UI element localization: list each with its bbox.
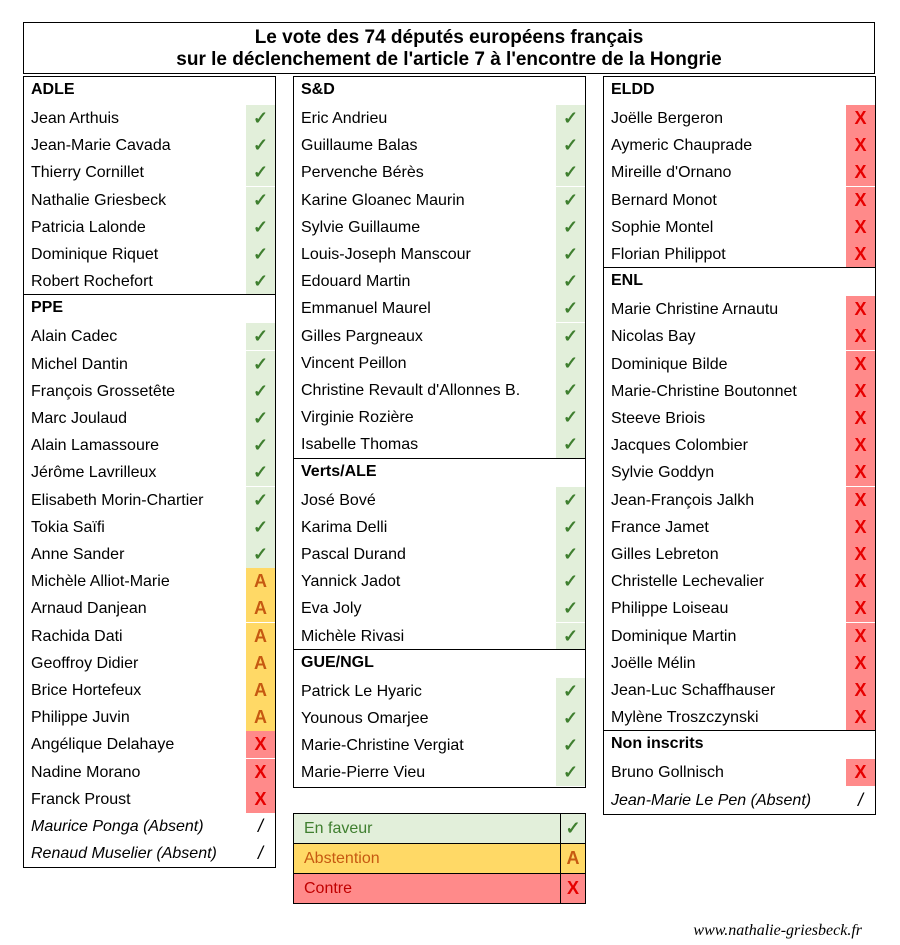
member-row — [604, 677, 875, 704]
column-left — [23, 76, 276, 868]
group-heading: GUE/NGL — [301, 653, 374, 671]
member-row — [24, 786, 275, 813]
member-row — [604, 487, 875, 514]
member-row — [294, 350, 585, 377]
member-row — [294, 295, 585, 322]
member-row — [604, 105, 875, 132]
cross-icon: X — [846, 187, 875, 214]
legend-label-abstention: Abstention — [304, 850, 380, 867]
member-name: Michèle Rivasi — [301, 627, 405, 645]
member-name: Jean-Luc Schaffhauser — [611, 682, 776, 699]
member-name: Alain Cadec — [31, 328, 118, 346]
member-name: France Jamet — [611, 518, 709, 536]
member-row — [294, 514, 585, 541]
checkmark-icon: ✓ — [246, 459, 275, 486]
member-name: Jérôme Lavrilleux — [31, 464, 157, 482]
member-name: Marc Joulaud — [31, 410, 128, 427]
checkmark-icon: ✓ — [560, 814, 585, 843]
checkmark-icon: ✓ — [556, 595, 585, 622]
member-name: Michèle Alliot-Marie — [31, 573, 170, 591]
member-name: Rachida Dati — [31, 627, 123, 645]
group-heading: ELDD — [611, 81, 655, 98]
member-name: Marie Christine Arnautu — [611, 301, 779, 319]
absent-icon: / — [257, 843, 263, 864]
member-name: Florian Philippot — [611, 246, 726, 263]
checkmark-icon: ✓ — [246, 351, 275, 378]
member-row — [24, 731, 275, 758]
member-row — [24, 351, 275, 378]
member-name: Franck Proust — [31, 790, 131, 808]
member-name: Emmanuel Maurel — [301, 300, 431, 318]
member-row — [24, 677, 275, 704]
member-name: Patricia Lalonde — [31, 218, 146, 236]
member-row — [294, 595, 585, 622]
cross-icon: X — [846, 378, 875, 405]
member-name: Mireille d'Ornano — [611, 164, 732, 182]
member-row — [24, 595, 275, 622]
member-name: Anne Sander — [31, 546, 125, 563]
checkmark-icon: ✓ — [556, 541, 585, 568]
cross-icon: X — [846, 241, 875, 268]
checkmark-icon: ✓ — [556, 350, 585, 377]
member-row — [604, 568, 875, 595]
member-row — [24, 105, 275, 132]
member-name: Yannick Jadot — [301, 573, 401, 591]
member-name: Pascal Durand — [301, 546, 406, 563]
member-name: Steeve Briois — [611, 410, 706, 427]
legend-label-no: Contre — [304, 880, 353, 897]
checkmark-icon: ✓ — [556, 241, 585, 268]
member-name: Marie-Pierre Vieu — [301, 764, 426, 782]
member-row — [294, 678, 585, 705]
member-row — [294, 623, 585, 650]
member-name: Renaud Muselier (Absent) — [31, 845, 217, 863]
legend-row-abstention — [294, 843, 585, 873]
checkmark-icon: ✓ — [556, 132, 585, 159]
member-row — [604, 704, 875, 731]
member-row — [604, 187, 875, 214]
member-row — [604, 296, 875, 323]
checkmark-icon: ✓ — [556, 159, 585, 186]
cross-icon: X — [846, 214, 875, 241]
checkmark-icon: ✓ — [556, 514, 585, 541]
member-name: Tokia Saïfi — [31, 518, 105, 536]
checkmark-icon: ✓ — [556, 323, 585, 350]
cross-icon: X — [846, 704, 875, 731]
cross-icon: X — [846, 105, 875, 132]
checkmark-icon: ✓ — [246, 487, 275, 514]
checkmark-icon: ✓ — [556, 105, 585, 132]
cross-icon: X — [846, 514, 875, 541]
member-row — [24, 568, 275, 595]
cross-icon: X — [846, 459, 875, 486]
legend-row-no — [294, 873, 585, 903]
member-row — [294, 214, 585, 241]
checkmark-icon: ✓ — [556, 404, 585, 431]
member-row — [294, 268, 585, 295]
member-name: Patrick Le Hyaric — [301, 682, 422, 700]
member-row — [604, 650, 875, 677]
group-heading: Verts/ALE — [301, 462, 377, 480]
member-name: Robert Rochefort — [31, 273, 153, 291]
checkmark-icon: ✓ — [246, 159, 275, 186]
group-heading: Non inscrits — [611, 735, 704, 753]
checkmark-icon: ✓ — [556, 623, 585, 650]
member-row — [604, 323, 875, 350]
member-name: Michel Dantin — [31, 355, 128, 373]
checkmark-icon: ✓ — [556, 487, 585, 514]
member-name: Virginie Rozière — [301, 409, 414, 427]
cross-icon: X — [846, 432, 875, 459]
member-row — [294, 732, 585, 759]
checkmark-icon: ✓ — [556, 705, 585, 732]
member-row — [294, 241, 585, 268]
member-row — [604, 759, 875, 786]
member-name: Bruno Gollnisch — [611, 764, 724, 782]
member-name: Vincent Peillon — [301, 354, 407, 372]
member-name: Gilles Pargneaux — [301, 327, 423, 345]
member-row — [24, 459, 275, 486]
member-row — [294, 132, 585, 159]
member-name: Christine Revault d'Allonnes B. — [301, 382, 521, 399]
member-row — [24, 840, 275, 867]
member-name: Jean-François Jalkh — [611, 491, 755, 509]
group-heading: ENL — [611, 272, 643, 290]
checkmark-icon: ✓ — [246, 241, 275, 268]
member-name: Karine Gloanec Maurin — [301, 191, 465, 209]
member-name: Philippe Juvin — [31, 709, 130, 727]
member-name: Karima Delli — [301, 518, 388, 536]
cross-icon: X — [846, 595, 875, 622]
member-name: Joëlle Mélin — [611, 654, 696, 672]
member-name: Dominique Martin — [611, 627, 737, 645]
member-row — [604, 459, 875, 486]
group-heading: PPE — [31, 299, 64, 317]
checkmark-icon: ✓ — [556, 377, 585, 404]
member-name: Christelle Lechevalier — [611, 573, 764, 591]
member-row — [604, 378, 875, 405]
cross-icon: X — [846, 323, 875, 350]
checkmark-icon: ✓ — [246, 378, 275, 405]
table-title — [23, 22, 875, 74]
member-row — [24, 132, 275, 159]
member-row — [604, 405, 875, 432]
member-row — [24, 187, 275, 214]
checkmark-icon: ✓ — [246, 105, 275, 132]
member-name: Younous Omarjee — [301, 710, 429, 727]
member-name: Brice Hortefeux — [31, 682, 142, 699]
member-name: Sylvie Goddyn — [611, 464, 715, 482]
absent-icon: / — [257, 816, 263, 836]
cross-icon: X — [560, 874, 585, 903]
column-middle — [293, 76, 586, 788]
cross-icon: X — [846, 568, 875, 595]
member-row — [24, 623, 275, 650]
member-row — [24, 704, 275, 731]
group-divider — [604, 267, 875, 268]
member-row — [294, 105, 585, 132]
cross-icon: X — [846, 487, 875, 514]
cross-icon: X — [846, 159, 875, 186]
cross-icon: X — [846, 132, 875, 159]
member-name: Nadine Morano — [31, 763, 141, 781]
member-name: Jean Arthuis — [31, 110, 120, 127]
checkmark-icon: ✓ — [246, 132, 275, 159]
checkmark-icon: ✓ — [556, 759, 585, 786]
checkmark-icon: ✓ — [246, 214, 275, 241]
member-name: Eva Joly — [301, 600, 362, 618]
checkmark-icon: ✓ — [246, 405, 275, 432]
member-name: Jean-Marie Cavada — [31, 137, 171, 155]
member-row — [24, 759, 275, 786]
member-row — [604, 351, 875, 378]
member-name: Nicolas Bay — [611, 328, 696, 346]
abstention-icon: A — [246, 623, 275, 650]
member-row — [24, 159, 275, 186]
member-row — [604, 623, 875, 650]
member-row — [604, 214, 875, 241]
member-row — [24, 487, 275, 514]
checkmark-icon: ✓ — [556, 268, 585, 295]
cross-icon: X — [846, 296, 875, 323]
member-name: Alain Lamassoure — [31, 437, 160, 455]
member-name: Bernard Monot — [611, 191, 717, 209]
member-row — [24, 378, 275, 405]
cross-icon: X — [846, 677, 875, 704]
column-right — [603, 76, 876, 815]
member-name: Philippe Loiseau — [611, 600, 729, 618]
member-name: Marie-Christine Boutonnet — [611, 382, 797, 400]
member-name: Marie-Christine Vergiat — [301, 737, 464, 755]
member-row — [294, 759, 585, 786]
checkmark-icon: ✓ — [556, 187, 585, 214]
legend-row-yes — [294, 814, 585, 843]
cross-icon: X — [846, 623, 875, 650]
legend — [293, 813, 586, 904]
member-row — [294, 377, 585, 404]
footer-url: www.nathalie-griesbeck.fr — [693, 922, 862, 939]
member-name: Elisabeth Morin-Chartier — [31, 491, 204, 509]
checkmark-icon: ✓ — [556, 678, 585, 705]
checkmark-icon: ✓ — [246, 187, 275, 214]
checkmark-icon: ✓ — [556, 732, 585, 759]
member-row — [604, 595, 875, 622]
member-row — [24, 432, 275, 459]
member-row — [294, 187, 585, 214]
member-row — [604, 787, 875, 814]
abstention-icon: A — [246, 595, 275, 622]
absent-icon: / — [857, 789, 863, 810]
member-row — [604, 132, 875, 159]
member-row — [294, 541, 585, 568]
member-name: Sophie Montel — [611, 218, 714, 236]
title-line-1: Le vote des 74 députés européens français — [254, 27, 644, 48]
member-row — [24, 405, 275, 432]
member-name: José Bové — [301, 491, 376, 509]
member-name: Joëlle Bergeron — [611, 110, 724, 127]
member-name: Maurice Ponga (Absent) — [31, 818, 204, 835]
checkmark-icon: ✓ — [556, 431, 585, 458]
member-name: Nathalie Griesbeck — [31, 191, 167, 209]
member-name: Aymeric Chauprade — [611, 137, 753, 155]
member-row — [24, 268, 275, 295]
member-row — [24, 650, 275, 677]
cross-icon: X — [846, 650, 875, 677]
member-row — [294, 568, 585, 595]
abstention-icon: A — [246, 650, 275, 677]
member-row — [24, 541, 275, 568]
cross-icon: X — [846, 405, 875, 432]
member-row — [24, 813, 275, 840]
member-name: Arnaud Danjean — [31, 600, 147, 618]
cross-icon: X — [846, 541, 875, 568]
legend-label-yes: En faveur — [304, 820, 373, 837]
member-name: Dominique Bilde — [611, 355, 728, 373]
abstention-icon: A — [246, 568, 275, 595]
checkmark-icon: ✓ — [556, 295, 585, 322]
abstention-icon: A — [560, 844, 585, 873]
cross-icon: X — [846, 759, 875, 786]
member-row — [294, 323, 585, 350]
member-row — [294, 487, 585, 514]
member-row — [604, 514, 875, 541]
member-row — [24, 514, 275, 541]
member-row — [604, 432, 875, 459]
member-row — [24, 323, 275, 350]
member-row — [24, 214, 275, 241]
abstention-icon: A — [246, 677, 275, 704]
checkmark-icon: ✓ — [246, 514, 275, 541]
checkmark-icon: ✓ — [556, 568, 585, 595]
member-row — [294, 705, 585, 732]
cross-icon: X — [846, 351, 875, 378]
checkmark-icon: ✓ — [246, 268, 275, 295]
member-name: Jacques Colombier — [611, 437, 748, 455]
member-name: Isabelle Thomas — [301, 436, 419, 454]
member-row — [604, 241, 875, 268]
member-name: François Grossetête — [31, 382, 176, 400]
title-line-2: sur le déclenchement de l'article 7 à l'encontre de la Hongrie — [176, 49, 722, 70]
member-name: Pervenche Bérès — [301, 164, 424, 182]
checkmark-icon: ✓ — [556, 214, 585, 241]
member-name: Edouard Martin — [301, 273, 411, 291]
member-name: Jean-Marie Le Pen (Absent) — [611, 791, 812, 809]
cross-icon: X — [246, 786, 275, 813]
checkmark-icon: ✓ — [246, 323, 275, 350]
member-name: Gilles Lebreton — [611, 546, 719, 563]
cross-icon: X — [246, 759, 275, 786]
checkmark-icon: ✓ — [246, 432, 275, 459]
member-name: Eric Andrieu — [301, 110, 388, 127]
member-row — [294, 159, 585, 186]
member-name: Geoffroy Didier — [31, 654, 139, 672]
member-name: Thierry Cornillet — [31, 164, 144, 182]
checkmark-icon: ✓ — [246, 541, 275, 568]
member-row — [604, 541, 875, 568]
member-row — [604, 159, 875, 186]
member-row — [294, 431, 585, 458]
member-name: Guillaume Balas — [301, 137, 418, 155]
member-name: Dominique Riquet — [31, 246, 159, 263]
group-heading: ADLE — [31, 81, 75, 98]
member-name: Angélique Delahaye — [31, 736, 175, 754]
member-name: Sylvie Guillaume — [301, 218, 421, 236]
member-name: Louis-Joseph Manscour — [301, 246, 471, 263]
abstention-icon: A — [246, 704, 275, 731]
group-heading: S&D — [301, 81, 335, 98]
cross-icon: X — [246, 731, 275, 758]
member-row — [24, 241, 275, 268]
member-name: Mylène Troszczynski — [611, 709, 759, 727]
member-row — [294, 404, 585, 431]
